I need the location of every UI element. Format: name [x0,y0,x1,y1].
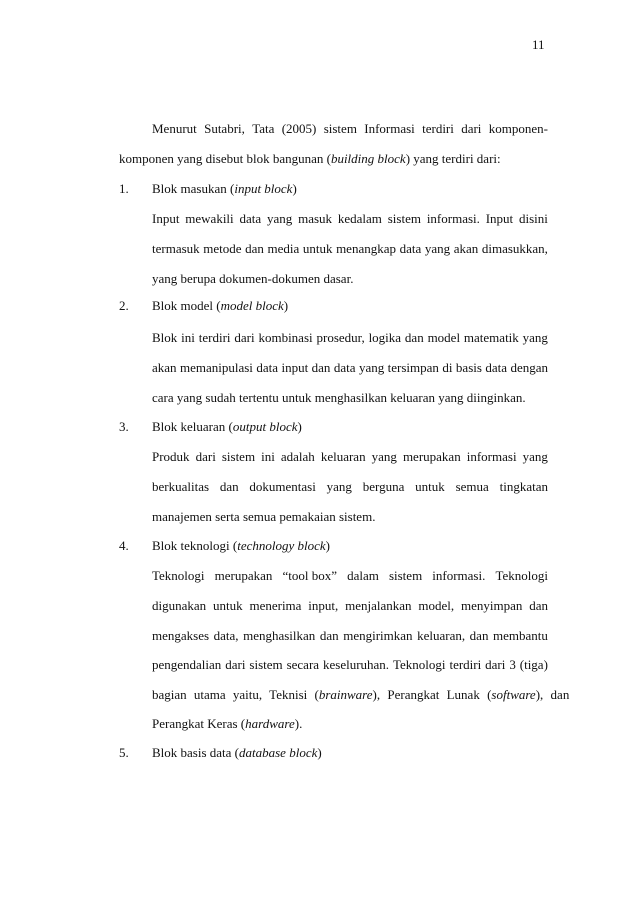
word: Menurut [152,121,197,136]
word: Input [152,211,180,226]
word: berkualitas [152,479,210,494]
item-2-line-3: cara yang sudah tertentu untuk menghasilkan keluaran yang diinginkan. [152,390,526,405]
word: (tiga) [519,657,548,672]
word: merupakan [402,449,461,464]
word: data [399,241,422,256]
word: dari [461,121,482,136]
word: adalah [280,449,315,464]
word: dari [485,657,506,672]
word: yang [371,449,397,464]
item-4-title: Blok teknologi (technology block) [152,538,330,553]
word: dimasukkan, [481,241,548,256]
word: data [239,211,262,226]
word: mengakses [152,628,210,643]
word: Teknologi [495,568,548,583]
word: tingkatan [499,479,548,494]
word: yang [522,449,548,464]
word: dan [404,330,424,345]
item-4-line-2 [152,598,548,614]
item-3-line-1 [152,449,548,465]
item-4-line-5 [152,687,570,703]
word: metode [203,241,242,256]
word: disini [519,211,548,226]
word: komponen- [488,121,548,136]
item-2-line-2 [152,360,548,376]
word: keluaran, [417,628,466,643]
word: 3 [509,657,516,672]
word: menyimpan [460,598,523,613]
word: sistem [387,211,421,226]
word: memanipulasi [179,360,253,375]
word: informasi. [426,211,480,226]
word: untuk [415,479,445,494]
word: pengendalian [152,657,222,672]
word: yang [424,241,451,256]
word: Teknologi [392,657,446,672]
word: sistem [323,121,357,136]
item-1-line-1 [152,211,548,227]
list-number-2: 2. [119,298,129,313]
word: kedalam [337,211,382,226]
word: dalam [347,568,379,583]
word: dari [225,657,246,672]
word: dan [311,360,331,375]
word: kombinasi [258,330,313,345]
word: menjalankan [345,598,412,613]
word: mengirimkan [343,628,413,643]
word: data [333,360,356,375]
word: dokumentasi [249,479,316,494]
word: sistem [221,449,256,464]
word: dengan [510,360,548,375]
item-3-title: Blok keluaran (output block) [152,419,302,434]
word: sistem [249,657,283,672]
text-segment: bagian utama yaitu, Teknisi ( [152,687,319,702]
word: dari [195,449,216,464]
list-number-5: 5. [119,745,129,760]
word: untuk [213,598,243,613]
word: keluaran [320,449,366,464]
intro-line-1 [152,121,548,137]
word: akan [152,360,177,375]
item-1-title: Blok masukan (input block) [152,181,297,196]
word: ini [261,449,275,464]
word: dan [319,628,339,643]
word: media [267,241,300,256]
word: menerima [249,598,302,613]
item-1-line-2 [152,241,548,257]
item-4-line-6: Perangkat Keras (hardware). [152,716,303,731]
word: dari [234,330,255,345]
word: akan [453,241,479,256]
word: matematik [463,330,519,345]
word: berguna [362,479,405,494]
item-1-line-3: yang berupa dokumen-dokumen dasar. [152,271,354,286]
word: data [485,360,508,375]
item-3-line-2 [152,479,548,495]
word: logika [368,330,402,345]
word: dan [529,598,548,613]
word: untuk [302,241,333,256]
word: Informasi [364,121,415,136]
word: Blok [152,330,178,345]
word: semua [455,479,489,494]
word: “tool box” [282,568,337,583]
item-4-line-1 [152,568,548,584]
list-number-1: 1. [119,181,129,196]
word: basis [455,360,482,375]
italic-term: brainware [318,687,373,702]
text-segment: ), dan [535,687,570,702]
item-2-title: Blok model (model block) [152,298,289,313]
word: tersimpan [387,360,439,375]
word: informasi [466,449,517,464]
word: yang [266,211,293,226]
item-4-line-3 [152,628,548,644]
word: digunakan [152,598,207,613]
word: model [427,330,461,345]
word: ini [181,330,195,345]
word: input, [308,598,339,613]
word: Produk [152,449,190,464]
list-number-3: 3. [119,419,129,434]
italic-term: software [491,687,536,702]
word: Sutabri, [204,121,245,136]
page-number: 11 [532,37,545,52]
word: data, [213,628,239,643]
word: terdiri [198,330,231,345]
word: input [281,360,309,375]
word: yang [358,360,385,375]
word: yang [522,330,548,345]
word: di [442,360,453,375]
word: yang [326,479,352,494]
word: Input [485,211,514,226]
word: mewakili [185,211,234,226]
word: termasuk [152,241,200,256]
item-2-line-1 [152,330,548,346]
word: menghasilkan [243,628,316,643]
word: (2005) [281,121,317,136]
word: membantu [493,628,548,643]
word: masuk [298,211,333,226]
list-number-4: 4. [119,538,129,553]
word: prosedur, [316,330,365,345]
word: dan [469,628,489,643]
intro-line-2: komponen yang disebut blok bangunan (building block) yang terdiri dari: [119,151,501,166]
word: terdiri [449,657,482,672]
word: model, [418,598,455,613]
word: informasi. [432,568,486,583]
word: secara [286,657,320,672]
word: sistem [388,568,423,583]
word: menangkap [336,241,396,256]
item-5-title: Blok basis data (database block) [152,745,322,760]
word: Tata [252,121,275,136]
word: Teknologi [152,568,205,583]
word: keseluruhan. [322,657,390,672]
item-3-line-3: manajemen serta semua pemakaian sistem. [152,509,376,524]
word: dan [245,241,264,256]
word: terdiri [422,121,454,136]
word: merupakan [214,568,273,583]
word: dan [219,479,239,494]
text-segment: ), Perangkat Lunak ( [372,687,492,702]
word: data [256,360,279,375]
item-4-line-4 [152,657,548,673]
